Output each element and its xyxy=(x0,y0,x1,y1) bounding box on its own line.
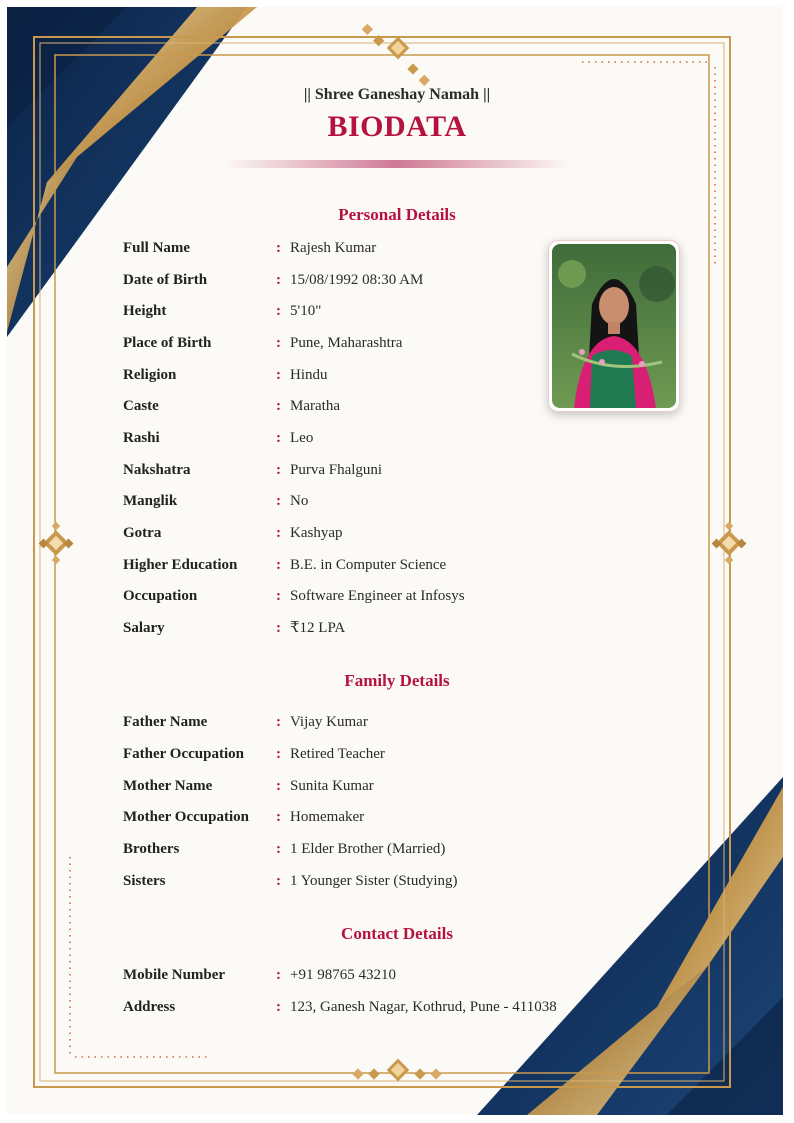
detail-row xyxy=(123,806,643,828)
detail-row xyxy=(123,743,643,765)
colon: : xyxy=(276,841,281,857)
detail-label: Sisters xyxy=(123,873,166,889)
detail-label: Father Occupation xyxy=(123,746,244,762)
detail-value: 5'10" xyxy=(290,303,322,319)
detail-row xyxy=(123,395,643,417)
colon: : xyxy=(276,620,281,636)
detail-value: Kashyap xyxy=(290,525,343,541)
detail-value: B.E. in Computer Science xyxy=(290,557,447,573)
detail-label: Mother Name xyxy=(123,778,213,794)
detail-value: Pune, Maharashtra xyxy=(290,335,403,351)
profile-photo xyxy=(548,240,680,412)
detail-label: Mobile Number xyxy=(123,967,226,983)
colon: : xyxy=(276,367,281,383)
colon: : xyxy=(276,746,281,762)
colon: : xyxy=(276,462,281,478)
detail-row xyxy=(123,964,643,986)
detail-row xyxy=(123,237,643,259)
detail-label: Gotra xyxy=(123,525,162,541)
colon: : xyxy=(276,430,281,446)
colon: : xyxy=(276,714,281,730)
detail-label: Nakshatra xyxy=(123,462,191,478)
colon: : xyxy=(276,778,281,794)
detail-row xyxy=(123,585,643,607)
detail-label: Occupation xyxy=(123,588,198,604)
detail-label: Height xyxy=(123,303,167,319)
title-underline xyxy=(224,160,570,168)
detail-value: 1 Younger Sister (Studying) xyxy=(290,873,458,889)
detail-value: Leo xyxy=(290,430,314,446)
detail-row xyxy=(123,996,643,1018)
detail-value: 15/08/1992 08:30 AM xyxy=(290,272,424,288)
detail-value: Retired Teacher xyxy=(290,746,385,762)
colon: : xyxy=(276,493,281,509)
colon: : xyxy=(276,557,281,573)
detail-row xyxy=(123,269,643,291)
colon: : xyxy=(276,240,281,256)
detail-label: Rashi xyxy=(123,430,160,446)
colon: : xyxy=(276,967,281,983)
detail-value: Rajesh Kumar xyxy=(290,240,377,256)
detail-label: Manglik xyxy=(123,493,178,509)
detail-label: Father Name xyxy=(123,714,208,730)
detail-row xyxy=(123,522,643,544)
detail-value: 123, Ganesh Nagar, Kothrud, Pune - 411038 xyxy=(290,999,557,1015)
detail-row xyxy=(123,838,643,860)
invocation-text: || Shree Ganeshay Namah || xyxy=(303,86,491,103)
detail-row xyxy=(123,554,643,576)
detail-row xyxy=(123,870,643,892)
colon: : xyxy=(276,588,281,604)
colon: : xyxy=(276,272,281,288)
section-title-contact: Contact Details xyxy=(341,924,453,943)
detail-label: Brothers xyxy=(123,841,180,857)
detail-value: +91 98765 43210 xyxy=(290,967,396,983)
detail-label: Higher Education xyxy=(123,557,238,573)
colon: : xyxy=(276,335,281,351)
detail-label: Salary xyxy=(123,620,165,636)
colon: : xyxy=(276,525,281,541)
detail-row xyxy=(123,617,643,639)
detail-row xyxy=(123,332,643,354)
detail-row xyxy=(123,427,643,449)
detail-value: Homemaker xyxy=(290,809,365,825)
detail-label: Caste xyxy=(123,398,159,414)
detail-row xyxy=(123,775,643,797)
colon: : xyxy=(276,303,281,319)
detail-label: Full Name xyxy=(123,240,191,256)
detail-label: Date of Birth xyxy=(123,272,208,288)
detail-value: ₹12 LPA xyxy=(290,620,346,636)
detail-label: Place of Birth xyxy=(123,335,212,351)
detail-value: Hindu xyxy=(290,367,328,383)
detail-label: Religion xyxy=(123,367,177,383)
detail-row xyxy=(123,364,643,386)
detail-value: No xyxy=(290,493,309,509)
colon: : xyxy=(276,398,281,414)
detail-value: Software Engineer at Infosys xyxy=(290,588,465,604)
detail-value: Sunita Kumar xyxy=(290,778,374,794)
section-title-personal: Personal Details xyxy=(338,205,456,224)
colon: : xyxy=(276,873,281,889)
detail-value: Vijay Kumar xyxy=(290,714,368,730)
page-title: BIODATA xyxy=(327,110,467,143)
detail-row xyxy=(123,711,643,733)
detail-label: Mother Occupation xyxy=(123,809,249,825)
detail-value: Purva Fhalguni xyxy=(290,462,383,478)
section-title-family: Family Details xyxy=(344,671,450,690)
detail-value: 1 Elder Brother (Married) xyxy=(290,841,446,857)
detail-value: Maratha xyxy=(290,398,340,414)
detail-row xyxy=(123,459,643,481)
detail-label: Address xyxy=(123,999,176,1015)
colon: : xyxy=(276,999,281,1015)
colon: : xyxy=(276,809,281,825)
detail-row xyxy=(123,300,643,322)
detail-row xyxy=(123,490,643,512)
